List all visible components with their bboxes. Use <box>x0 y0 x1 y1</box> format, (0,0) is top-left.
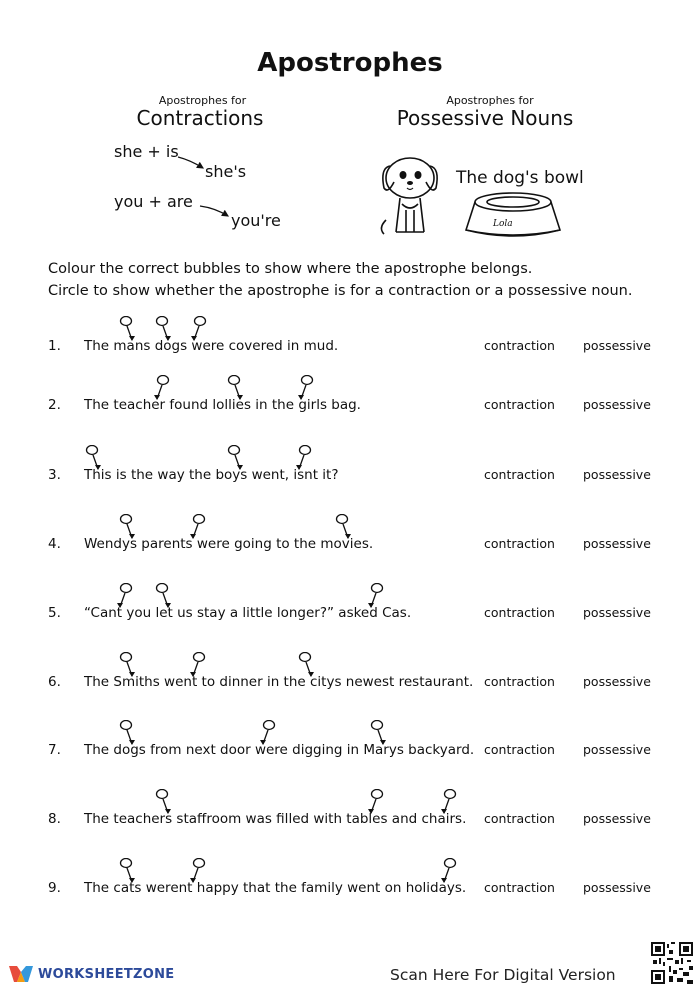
option-possessive[interactable]: possessive <box>583 467 651 482</box>
option-possessive[interactable]: possessive <box>583 536 651 551</box>
question-number: 7. <box>48 742 61 758</box>
question-row <box>0 316 700 376</box>
contraction-example2-right: you're <box>231 211 281 230</box>
possessive-heading: Possessive Nouns <box>396 106 574 130</box>
option-possessive[interactable]: possessive <box>583 605 651 620</box>
question-number: 4. <box>48 536 61 552</box>
question-sentence: Wendys parents were going to the movies. <box>84 536 374 552</box>
option-contraction[interactable]: contraction <box>484 674 555 689</box>
option-possessive[interactable]: possessive <box>583 397 651 412</box>
question-sentence: “Cant you let us stay a little longer?” asked Cas. <box>84 605 412 621</box>
option-contraction[interactable]: contraction <box>484 742 555 757</box>
question-number: 3. <box>48 467 61 483</box>
question-sentence: The Smiths went to dinner in the citys newest restaurant. <box>84 674 474 690</box>
question-sentence: The dogs from next door were digging in Marys backyard. <box>84 742 475 758</box>
question-row <box>0 514 700 574</box>
contraction-example1-left: she + is <box>114 142 179 161</box>
question-number: 2. <box>48 397 61 413</box>
contraction-example1-right: she's <box>205 162 247 181</box>
option-possessive[interactable]: possessive <box>583 338 651 353</box>
option-contraction[interactable]: contraction <box>484 397 555 412</box>
question-row <box>0 858 700 918</box>
contractions-heading: Contractions <box>136 106 264 130</box>
question-number: 9. <box>48 880 61 896</box>
question-sentence: The teachers staffroom was filled with tables and chairs. <box>84 811 467 827</box>
page-title: Apostrophes <box>257 48 443 78</box>
option-possessive[interactable]: possessive <box>583 880 651 895</box>
option-contraction[interactable]: contraction <box>484 811 555 826</box>
question-number: 6. <box>48 674 61 690</box>
option-possessive[interactable]: possessive <box>583 742 651 757</box>
question-row <box>0 375 700 435</box>
option-contraction[interactable]: contraction <box>484 536 555 551</box>
dog-bowl-illustration <box>462 190 564 240</box>
option-contraction[interactable]: contraction <box>484 880 555 895</box>
question-row <box>0 583 700 643</box>
brand-name: WORKSHEETZONE <box>38 966 175 982</box>
worksheetzone-logo-icon <box>8 964 34 984</box>
question-number: 1. <box>48 338 61 354</box>
option-contraction[interactable]: contraction <box>484 338 555 353</box>
question-row <box>0 652 700 712</box>
question-number: 8. <box>48 811 61 827</box>
contractions-small-label: Apostrophes for <box>158 94 247 107</box>
option-possessive[interactable]: possessive <box>583 811 651 826</box>
contraction-example2-left: you + are <box>114 192 193 211</box>
option-contraction[interactable]: contraction <box>484 467 555 482</box>
possessive-example: The dog's bowl <box>456 168 584 188</box>
question-number: 5. <box>48 605 61 621</box>
option-possessive[interactable]: possessive <box>583 674 651 689</box>
qr-code-icon[interactable] <box>651 942 693 984</box>
question-row <box>0 720 700 780</box>
question-sentence: The cats werent happy that the family went on holidays. <box>84 880 467 896</box>
instruction-line2: Circle to show whether the apostrophe is for a contraction or a possessive noun. <box>48 283 633 299</box>
question-row <box>0 445 700 505</box>
instruction-line1: Colour the correct bubbles to show where the apostrophe belongs. <box>48 261 533 277</box>
question-sentence: This is the way the boys went, isnt it? <box>84 467 339 483</box>
question-row <box>0 789 700 849</box>
bowl-name: Lola <box>493 219 513 229</box>
contraction-arrows <box>0 0 700 260</box>
footer-brand <box>8 962 174 986</box>
question-sentence: The teacher found lollies in the girls bag. <box>84 397 361 413</box>
option-contraction[interactable]: contraction <box>484 605 555 620</box>
possessive-small-label: Apostrophes for <box>446 94 534 107</box>
scan-text: Scan Here For Digital Version <box>390 966 616 984</box>
question-sentence: The mans dogs were covered in mud. <box>84 338 339 354</box>
dog-illustration <box>376 148 458 240</box>
